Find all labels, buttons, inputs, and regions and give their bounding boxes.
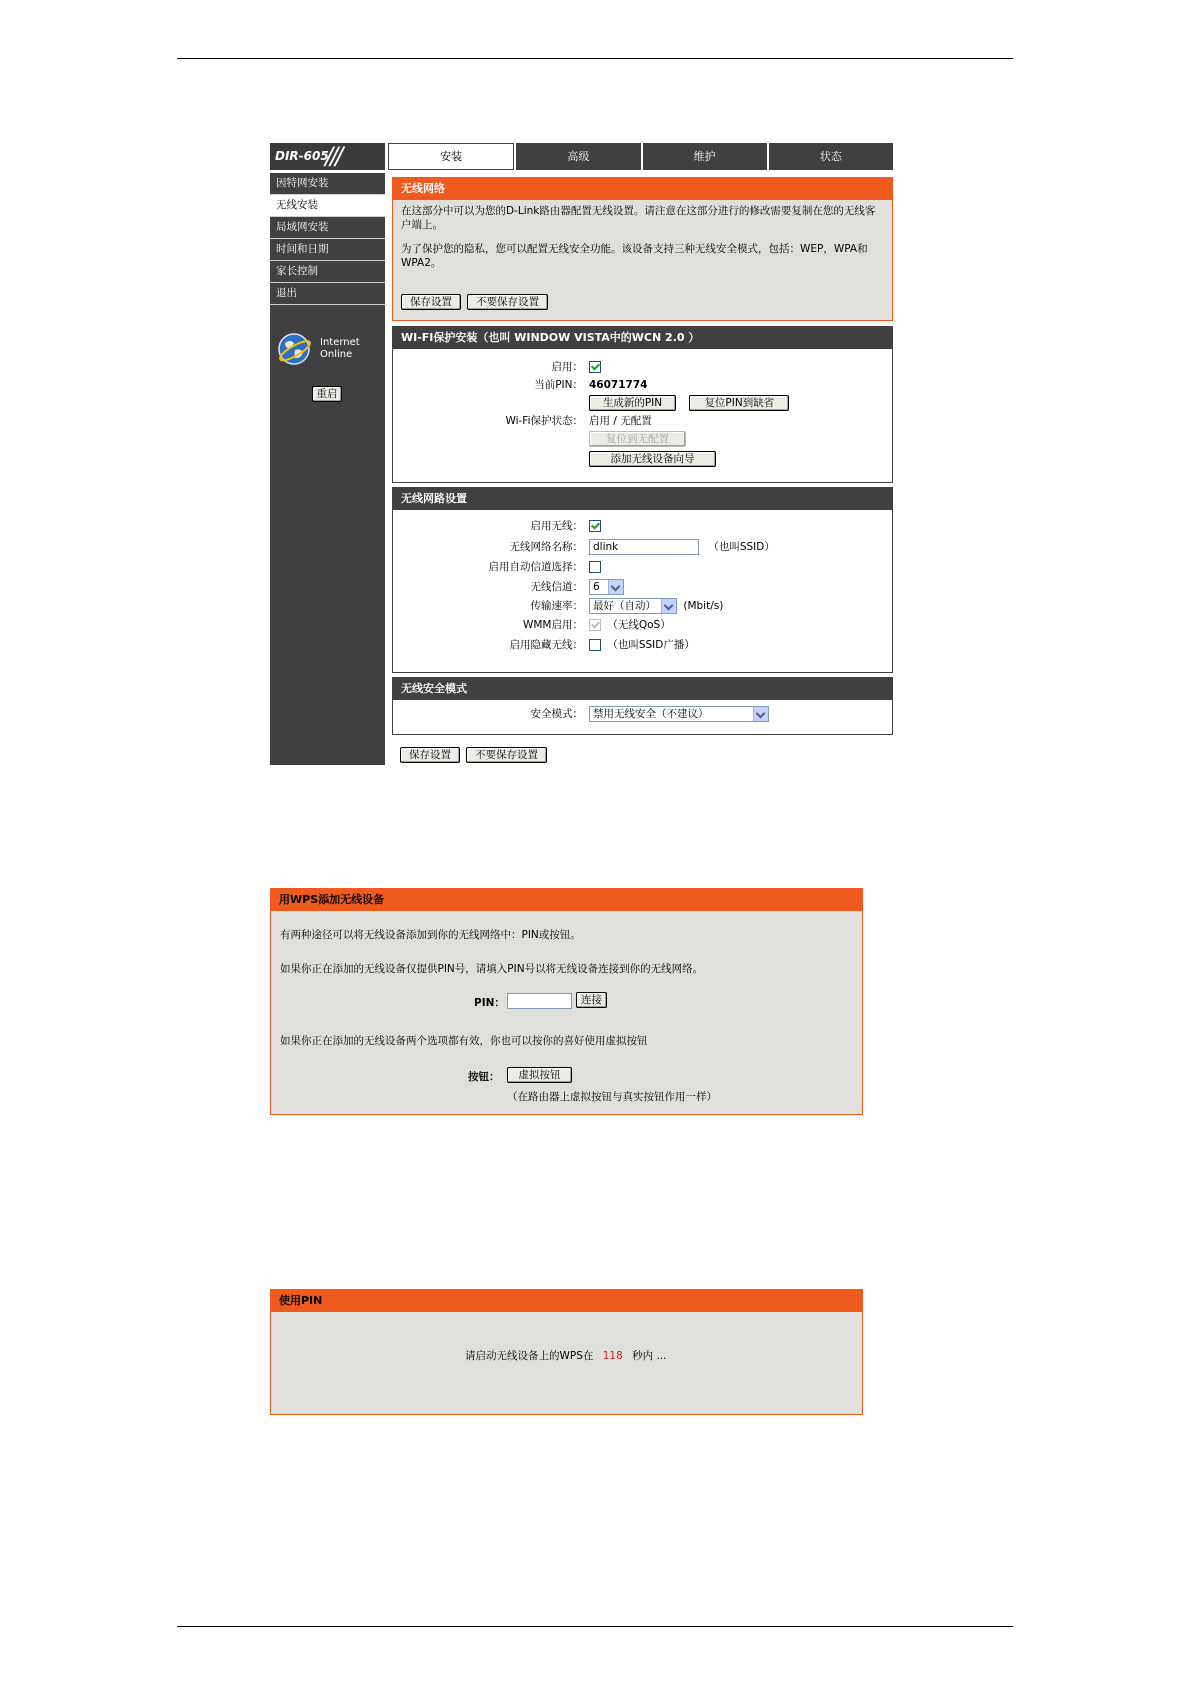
wireless-network-intro-panel <box>392 177 893 321</box>
sidebar-item-logout[interactable]: 退出 <box>270 283 385 305</box>
tab-status[interactable]: 状态 <box>769 143 893 170</box>
intro-title: 无线网络 <box>393 178 892 200</box>
enable-wireless-label: 启用无线： <box>530 520 583 532</box>
internet-label: Internet <box>320 337 360 348</box>
online-label: Online <box>320 349 353 360</box>
wps-line-3: 如果你正在添加的无线设备两个选项都有效，你也可以按你的喜好使用虚拟按钮 <box>280 1035 648 1047</box>
tab-setup[interactable]: 安装 <box>388 143 514 170</box>
pin-wait-text-after: 秒内 ... <box>632 1350 667 1362</box>
wps-enable-label: 启用： <box>551 361 583 373</box>
enable-wireless-checkbox[interactable] <box>589 520 601 532</box>
hidden-wireless-note: （也叫SSID广播） <box>607 639 695 651</box>
tx-rate-label: 传输速率： <box>530 600 583 612</box>
channel-select[interactable] <box>589 579 624 595</box>
sidebar-item-time-date[interactable]: 时间和日期 <box>270 239 385 261</box>
security-section-title: 无线安全模式 <box>393 678 892 700</box>
logo-text: DIR-605 <box>275 149 329 163</box>
header-rule <box>177 58 1013 59</box>
hidden-wireless-checkbox[interactable] <box>589 639 601 651</box>
wmm-note: （无线QoS） <box>607 619 671 631</box>
sidebar-item-parental-control[interactable]: 家长控制 <box>270 261 385 283</box>
save-settings-button[interactable]: 保存设置 <box>401 294 461 310</box>
logo-slashes-icon: /// <box>325 142 341 170</box>
sidebar <box>270 173 385 765</box>
hidden-wireless-label: 启用隐藏无线： <box>509 639 583 651</box>
add-wireless-device-wizard-button[interactable]: 添加无线设备向导 <box>589 451 716 467</box>
wifi-protected-setup-panel <box>392 326 893 483</box>
use-pin-title: 使用PIN <box>271 1290 862 1312</box>
chevron-down-icon <box>661 599 676 613</box>
tab-advanced[interactable]: 高级 <box>516 143 640 170</box>
generate-new-pin-button[interactable]: 生成新的PIN <box>589 395 676 411</box>
wmm-label: WMM启用： <box>522 619 583 631</box>
wireless-security-mode-panel <box>392 677 893 735</box>
save-settings-button-bottom[interactable]: 保存设置 <box>400 747 460 763</box>
ssid-note: （也叫SSID） <box>708 541 775 553</box>
ssid-label: 无线网络名称： <box>509 541 583 553</box>
sidebar-item-lan-setup[interactable]: 局域网安装 <box>270 217 385 239</box>
wmm-checkbox[interactable] <box>589 619 601 631</box>
top-navigation <box>388 143 893 170</box>
security-mode-select[interactable] <box>589 706 769 722</box>
security-mode-label: 安全模式： <box>530 708 583 720</box>
intro-paragraph-2: 为了保护您的隐私，您可以配置无线安全功能。该设备支持三种无线安全模式，包括：WEP，WPA和WPA2。 <box>401 243 868 269</box>
channel-label: 无线信道： <box>530 581 583 593</box>
tx-rate-unit: (Mbit/s) <box>683 600 724 612</box>
push-button-label: 按钮： <box>468 1071 500 1083</box>
wps-line-1: 有两种途径可以将无线设备添加到你的无线网络中：PIN或按钮。 <box>280 929 581 941</box>
wps-status-value: 启用 / 无配置 <box>589 415 652 427</box>
virtual-push-button[interactable]: 虚拟按钮 <box>507 1067 572 1083</box>
dont-save-settings-button[interactable]: 不要保存设置 <box>467 294 548 310</box>
current-pin-label: 当前PIN： <box>534 379 583 391</box>
security-mode-value: 禁用无线安全（不建议） <box>593 708 709 720</box>
dir605-logo <box>270 143 385 170</box>
wlan-section-title: 无线网路设置 <box>393 488 892 510</box>
reboot-button[interactable]: 重启 <box>312 386 342 402</box>
use-pin-panel <box>270 1289 863 1415</box>
wps-section-title: WI-FI保护安装（也叫 WINDOW VISTA中的WCN 2.0 ） <box>393 327 892 349</box>
chevron-down-icon <box>753 707 768 721</box>
internet-status <box>276 329 376 369</box>
sidebar-item-internet-setup[interactable]: 因特网安装 <box>270 173 385 195</box>
connect-button[interactable]: 连接 <box>576 992 607 1008</box>
wps-line-2: 如果你正在添加的无线设备仅提供PIN号，请填入PIN号以将无线设备连接到你的无线网络。 <box>280 963 704 975</box>
pin-wait-text-before: 请启动无线设备上的WPS在 <box>465 1350 594 1362</box>
dont-save-settings-button-bottom[interactable]: 不要保存设置 <box>466 747 547 763</box>
reset-pin-default-button[interactable]: 复位PIN到缺省 <box>689 395 789 411</box>
reset-to-unconfigured-button[interactable]: 复位到无配置 <box>589 431 686 447</box>
globe-icon <box>276 331 312 367</box>
chevron-down-icon <box>608 580 623 594</box>
intro-paragraph-1: 在这部分中可以为您的D-Link路由器配置无线设置。请注意在这部分进行的修改需要复制在您的无线客户端上。 <box>401 205 876 231</box>
wps-add-device-panel <box>270 888 863 1115</box>
wps-status-label: Wi-Fi保护状态： <box>505 415 583 427</box>
wps-enable-checkbox[interactable] <box>589 361 601 373</box>
wps-pin-input[interactable] <box>507 993 572 1009</box>
tab-maintenance[interactable]: 维护 <box>643 143 767 170</box>
ssid-input[interactable]: dlink <box>589 539 699 555</box>
footer-rule <box>177 1626 1013 1627</box>
wireless-network-settings-panel <box>392 487 893 673</box>
auto-channel-checkbox[interactable] <box>589 561 601 573</box>
wps-add-title: 用WPS添加无线设备 <box>271 889 862 911</box>
countdown-seconds: 118 <box>602 1350 623 1362</box>
tx-rate-select[interactable] <box>589 598 677 614</box>
channel-value: 6 <box>593 581 600 593</box>
virtual-button-note: （在路由器上虚拟按钮与真实按钮作用一样） <box>507 1091 717 1103</box>
current-pin-value: 46071774 <box>589 379 648 391</box>
auto-channel-label: 启用自动信道选择： <box>488 561 583 573</box>
router-setup-screenshot <box>270 143 893 765</box>
tx-rate-value: 最好（自动） <box>593 600 656 612</box>
wps-pin-label: PIN： <box>474 997 505 1009</box>
sidebar-item-wireless-setup[interactable]: 无线安装 <box>270 195 385 217</box>
